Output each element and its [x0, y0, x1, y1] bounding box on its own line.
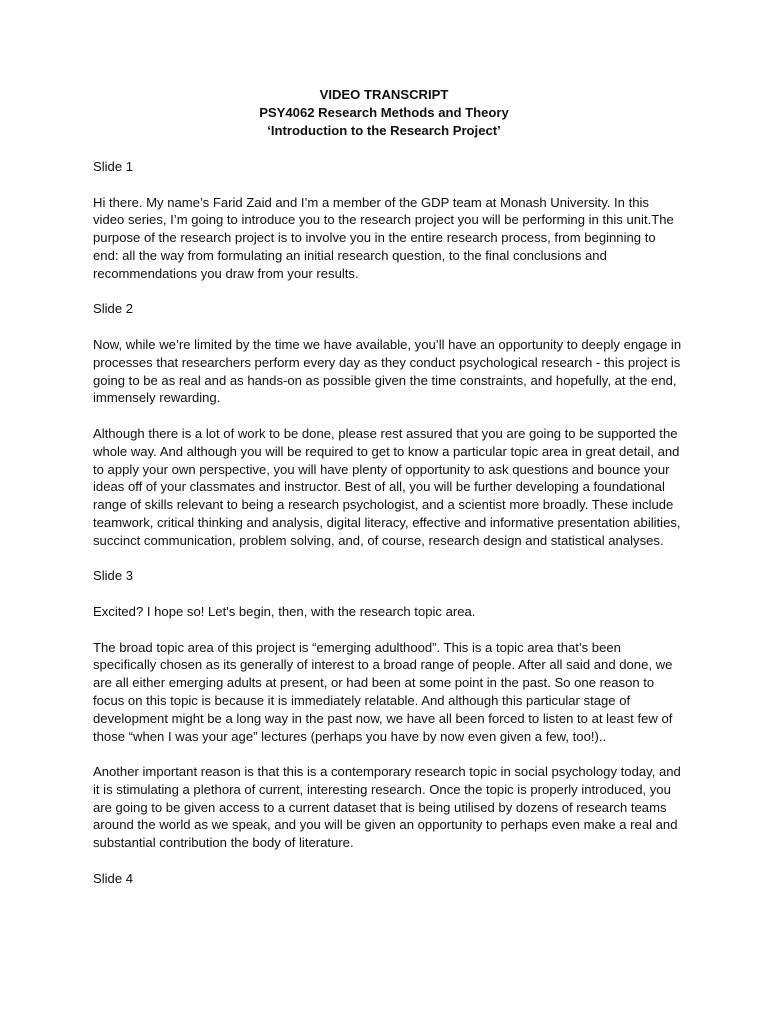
paragraph-6: Another important reason is that this is a contemporary research topic in social psychology today, and it is stimulating a plethora of current, interesting research. Once the topic is properly introduced, you are going to be given access to a current dataset that is being utilised by dozens of research teams around the world as we speak, and you will be given an opportunity to perhaps even make a real and substantial contribution the body of literature.: [93, 764, 681, 851]
slide-heading-4: Slide 4: [93, 870, 134, 886]
transcript-body: [93, 158, 683, 905]
paragraph-2: Now, while we’re limited by the time we have available, you’ll have an opportunity to deeply engage in processes that researchers perform every day as they conduct psychological research - this project is going to be as real and as hands-on as possible given the time constraints, and hopefully, at the end, immensely rewarding.: [93, 336, 682, 406]
slide-heading-3: Slide 3: [93, 568, 134, 584]
course-title: PSY4062 Research Methods and Theory: [259, 104, 509, 120]
transcript-title: VIDEO TRANSCRIPT: [319, 87, 449, 102]
paragraph-1: Hi there. My name’s Farid Zaid and I’m a member of the GDP team at Monash University. In this video series, I’m going to introduce you to the research project you will be performing in this unit.The purpose of the research project is to involve you in the entire research process, from beginning to end: all the way from formulating an initial research question, to the final conclusions and recommendations you draw from your results.: [93, 194, 674, 281]
slide-heading-1: Slide 1: [93, 159, 134, 174]
slide-heading-2: Slide 2: [93, 301, 134, 317]
paragraph-4: Excited? I hope so! Let's begin, then, with the research topic area.: [93, 603, 476, 619]
video-title: ‘Introduction to the Research Project’: [267, 122, 501, 138]
paragraph-3: Although there is a lot of work to be done, please rest assured that you are going to be supported the whole way. And although you will be required to get to know a particular topic area in great detail, and to apply your own perspective, you will have plenty of opportunity to ask questions and bounce your ideas off of your classmates and instructor. Best of all, you will be further developing a foundational range of skills relevant to being a research psychologist, and a scientist more broadly. These include teamwork, critical thinking and analysis, digital literacy, effective and informative presentation abilities, succinct communication, problem solving, and, of course, research design and statistical analyses.: [93, 425, 681, 548]
document-header: [0, 86, 768, 139]
paragraph-5: The broad topic area of this project is “emerging adulthood”. This is a topic area that’s been specifically chosen as its generally of interest to a broad range of people. After all said and done, we are all either emerging adults at present, or had been at some point in the past. So one reason to focus on this topic is because it is immediately relatable. And although this particular stage of development might be a long way in the past now, we have all been forced to listen to at least few of those “when I was your age” lectures (perhaps you have by now even given a few, too!)..: [93, 639, 673, 744]
